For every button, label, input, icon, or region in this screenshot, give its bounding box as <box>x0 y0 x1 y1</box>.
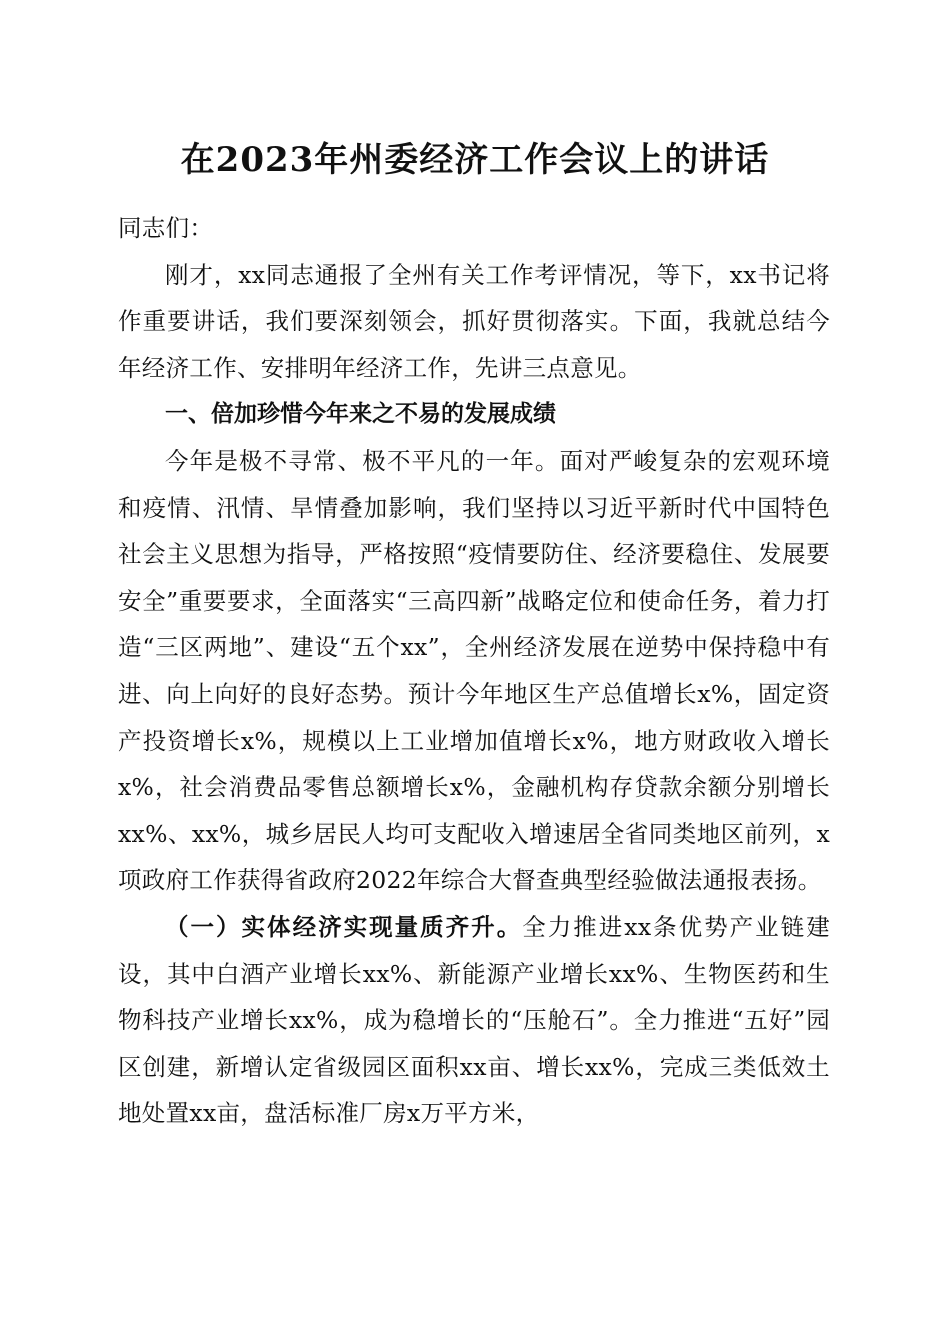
section-1-paragraph: 今年是极不寻常、极不平凡的一年。面对严峻复杂的宏观环境和疫情、汛情、旱情叠加影响，我们坚持以习近平新时代中国特色社会主义思想为指导，严格按照“疫情要防住、经济要稳住、发展要安全”重要要求，全面落实“三高四新”战略定位和使命任务，着力打造“三区两地”、建设“五个xx”，全州经济发展在逆势中保持稳中有进、向上向好的良好态势。预计今年地区生产总值增长x%，固定资产投资增长x%，规模以上工业增加值增长x%，地方财政收入增长x%，社会消费品零售总额增长x%，金融机构存贷款余额分别增长xx%、xx%，城乡居民人均可支配收入增速居全省同类地区前列，x项政府工作获得省政府2022年综合大督查典型经验做法通报表扬。 <box>118 446 830 895</box>
subsection-1-paragraph <box>118 904 830 1137</box>
salutation: 同志们： <box>118 214 214 242</box>
subsection-1-heading: （一）实体经济实现量质齐升。 <box>165 912 523 941</box>
document-title: 在2023年州委经济工作会议上的讲话 <box>180 140 770 180</box>
intro-paragraph: 刚才，xx同志通报了全州有关工作考评情况，等下，xx书记将作重要讲话，我们要深刻领会，抓好贯彻落实。下面，我就总结今年经济工作、安排明年经济工作，先讲三点意见。 <box>118 260 830 382</box>
document-body <box>118 205 830 1137</box>
subsection-1-text: 全力推进xx条优势产业链建设，其中白酒产业增长xx%、新能源产业增长xx%、生物医药和生物科技产业增长xx%，成为稳增长的“压舱石”。全力推进“五好”园区创建，新增认定省级园区面积xx亩、增长xx%，完成三类低效土地处置xx亩，盘活标准厂房x万平方米， <box>118 912 830 1128</box>
section-1-heading: 一、倍加珍惜今年来之不易的发展成绩 <box>165 401 556 428</box>
